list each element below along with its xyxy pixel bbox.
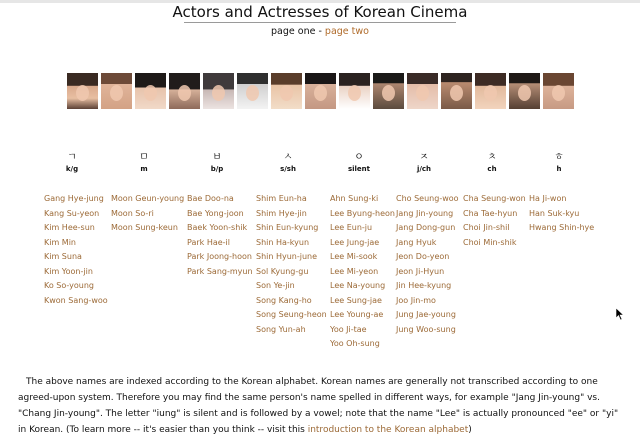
actor-link[interactable]: Joo Jin-mo	[396, 295, 436, 305]
list-item	[111, 192, 185, 207]
actor-link[interactable]: Jung Jae-young	[396, 310, 456, 319]
actor-link[interactable]: Shim Eun-ha	[256, 194, 307, 203]
actor-link[interactable]: Lee Mi-yeon	[330, 266, 379, 276]
column-jamo: ㅊ	[487, 152, 497, 163]
column-sound: ch	[487, 165, 497, 173]
actor-link[interactable]: Lee Jung-jae	[330, 237, 380, 247]
actor-link[interactable]: Bae Yong-joon	[187, 208, 244, 218]
actor-photo[interactable]	[407, 73, 438, 109]
actor-link[interactable]: Moon Geun-young	[111, 194, 185, 203]
actor-link[interactable]: Baek Yoon-shik	[187, 223, 248, 232]
list-item	[330, 294, 392, 309]
list-item	[330, 337, 392, 352]
list-item	[256, 308, 327, 323]
list-item	[529, 207, 593, 222]
list-item	[256, 192, 324, 207]
list-item	[463, 236, 523, 251]
actor-photo[interactable]	[509, 73, 540, 109]
actor-link[interactable]: Lee Sung-jae	[330, 295, 382, 305]
actor-link[interactable]: Han Suk-kyu	[529, 208, 580, 218]
list-item	[330, 236, 392, 251]
column-sound: silent	[347, 165, 371, 173]
list-item	[187, 192, 249, 207]
actor-link[interactable]: Lee Na-young	[330, 281, 386, 290]
actor-link[interactable]: Choi Jin-shil	[463, 223, 510, 232]
list-item	[396, 279, 458, 294]
list-item	[396, 265, 458, 280]
list-item	[256, 250, 324, 265]
list-item	[396, 308, 458, 323]
actor-link[interactable]: Jang Hyuk	[396, 237, 437, 247]
column-jamo: ㅇ	[354, 152, 364, 163]
list-item	[256, 236, 324, 251]
list-item	[256, 265, 324, 280]
actor-photo[interactable]	[101, 73, 132, 109]
list-item	[396, 323, 458, 338]
actor-link[interactable]: Jeon Ji-Hyun	[396, 266, 445, 276]
list-item	[44, 279, 108, 294]
list-item	[44, 207, 108, 222]
alphabet-note	[18, 374, 628, 438]
column-ch	[463, 152, 526, 250]
list-item	[256, 207, 324, 222]
title-divider	[184, 22, 456, 23]
list-item	[330, 308, 392, 323]
column-sound: h	[556, 165, 562, 173]
actor-photo[interactable]	[339, 73, 370, 109]
column-sound: b/p	[210, 165, 224, 173]
column-silent	[330, 152, 395, 352]
list-item	[111, 207, 177, 222]
list-item	[44, 236, 108, 251]
actor-link[interactable]: Shin Hyun-june	[256, 252, 318, 261]
list-item	[463, 221, 523, 236]
column-jamo: ㄱ	[67, 152, 77, 163]
actor-link[interactable]: Park Sang-myun	[187, 266, 253, 276]
list-item	[44, 192, 108, 207]
list-item	[44, 265, 108, 280]
actor-link[interactable]: Cha Tae-hyun	[463, 208, 518, 218]
actor-link[interactable]: Ha Ji-won	[529, 194, 567, 203]
actor-link[interactable]: Sol Kyung-gu	[256, 266, 309, 276]
list-item	[396, 250, 458, 265]
actor-photo[interactable]	[543, 73, 574, 109]
column-j-ch	[396, 152, 458, 337]
list-item	[44, 294, 108, 309]
actor-link[interactable]: Jang Dong-gun	[396, 223, 456, 232]
actor-link[interactable]: Cho Seung-woo	[396, 194, 459, 203]
actor-link[interactable]: Moon Sung-keun	[111, 223, 178, 232]
list-item	[44, 221, 108, 236]
actor-photo[interactable]	[475, 73, 506, 109]
actor-photo[interactable]	[67, 73, 98, 109]
list-item	[187, 236, 249, 251]
actor-link[interactable]: Ahn Sung-ki	[330, 194, 379, 203]
column-jamo: ㅁ	[139, 152, 149, 163]
actor-photo[interactable]	[305, 73, 336, 109]
note-text-end: )	[468, 425, 472, 435]
list-item	[396, 221, 458, 236]
list-item	[330, 192, 392, 207]
page-two-link[interactable]: page two	[324, 26, 369, 37]
actor-photo[interactable]	[237, 73, 268, 109]
actor-photo[interactable]	[441, 73, 472, 109]
actor-link[interactable]: Son Ye-jin	[256, 281, 295, 290]
list-item	[44, 250, 108, 265]
list-item	[187, 265, 253, 280]
column-jamo: ㅂ	[212, 152, 222, 163]
actor-link[interactable]: Yoo Oh-sung	[330, 339, 380, 348]
actor-link[interactable]: Kim Suna	[44, 252, 82, 261]
list-item	[396, 192, 458, 207]
actor-photo[interactable]	[135, 73, 166, 109]
name-list	[529, 192, 593, 236]
actor-link[interactable]: Lee Mi-sook	[330, 252, 378, 261]
actor-link[interactable]: Moon So-ri	[111, 208, 154, 218]
column-jamo: ㅅ	[283, 152, 293, 163]
actor-link[interactable]: Song Yun-ah	[256, 324, 306, 334]
actor-link[interactable]: Kang Su-yeon	[44, 208, 100, 218]
actor-link[interactable]: Jang Jin-young	[396, 208, 454, 218]
list-item	[256, 294, 324, 309]
actor-link[interactable]: Lee Young-ae	[330, 310, 384, 319]
pager	[0, 26, 640, 37]
actor-link[interactable]: Shim Hye-jin	[256, 208, 307, 218]
pager-current: page one	[271, 26, 316, 37]
list-item	[529, 221, 593, 236]
list-item	[396, 207, 458, 222]
list-item	[187, 207, 249, 222]
column-sound: k/g	[65, 165, 79, 173]
list-item	[463, 207, 523, 222]
note-text: The above names are indexed according to the Korean alphabet. Korean names are generally not transcribed according to one agreed-upon system. Therefore you may find the same person's name spelled in different ways, for example "Jang Jin-young" vs. "Chang Jin-young". The letter "iung" is silent and is followed by a vowel; note that the name "Lee" is actually pronounced "ee" or "yi" in Korean. (To learn more -- it's easier than you think -- visit this	[18, 377, 619, 435]
list-item	[396, 236, 458, 251]
column-m	[111, 152, 185, 236]
list-item	[330, 250, 392, 265]
actor-link[interactable]: Jin Hee-kyung	[396, 281, 452, 290]
actor-link[interactable]: Lee Byung-heon	[330, 208, 395, 218]
name-list	[111, 192, 185, 236]
name-list	[396, 192, 458, 337]
list-item	[463, 192, 526, 207]
name-list	[187, 192, 253, 279]
list-item	[256, 279, 324, 294]
column-sound: m	[140, 165, 148, 173]
actor-link[interactable]: Song Seung-heon	[256, 310, 327, 319]
mouse-cursor-icon	[616, 308, 624, 320]
list-item	[330, 221, 392, 236]
list-item	[330, 207, 395, 222]
actor-link[interactable]: Shin Ha-kyun	[256, 237, 310, 247]
actor-photo-strip	[67, 73, 574, 109]
column-jamo: ㅎ	[554, 152, 564, 163]
list-item	[187, 221, 249, 236]
actor-link[interactable]: Lee Eun-ju	[330, 223, 373, 232]
actor-photo[interactable]	[271, 73, 302, 109]
list-item	[256, 323, 324, 338]
column-sound: j/ch	[416, 165, 432, 173]
name-list	[330, 192, 395, 352]
actor-link[interactable]: Jung Woo-sung	[396, 324, 456, 334]
actor-link[interactable]: Choi Min-shik	[463, 237, 517, 247]
actor-link[interactable]: Kim Min	[44, 237, 76, 247]
actor-link[interactable]: Kim Hee-sun	[44, 223, 95, 232]
actor-link[interactable]: Park Hae-il	[187, 237, 231, 247]
list-item	[330, 265, 392, 280]
actor-link[interactable]: Cha Seung-won	[463, 194, 526, 203]
actor-link[interactable]: Hwang Shin-hye	[529, 223, 595, 232]
page-title: Actors and Actresses of Korean Cinema	[172, 3, 468, 21]
list-item	[529, 192, 593, 207]
list-item	[396, 294, 458, 309]
actor-link[interactable]: Ko So-young	[44, 281, 94, 290]
list-item	[111, 221, 177, 236]
name-list	[44, 192, 108, 308]
column-b-p	[187, 152, 253, 279]
korean-alphabet-link[interactable]: introduction to the Korean alphabet	[307, 425, 469, 435]
list-item	[256, 221, 324, 236]
actor-photo[interactable]	[373, 73, 404, 109]
actor-link[interactable]: Song Kang-ho	[256, 295, 312, 305]
column-h	[529, 152, 593, 236]
pager-separator: -	[315, 26, 325, 37]
actor-link[interactable]: Jeon Do-yeon	[396, 252, 450, 261]
column-jamo: ㅈ	[419, 152, 429, 163]
column-sound: s/sh	[280, 165, 296, 173]
note-paragraph	[18, 374, 628, 438]
actor-link[interactable]: Kwon Sang-woo	[44, 295, 108, 305]
actor-link[interactable]: Shin Eun-kyung	[256, 223, 319, 232]
actor-link[interactable]: Park Joong-hoon	[187, 252, 252, 261]
name-list	[256, 192, 327, 337]
actor-link[interactable]: Gang Hye-jung	[44, 194, 104, 203]
actor-link[interactable]: Bae Doo-na	[187, 194, 234, 203]
column-k-g	[44, 152, 108, 308]
actor-photo[interactable]	[203, 73, 234, 109]
list-item	[330, 279, 392, 294]
name-list	[463, 192, 526, 250]
column-s-sh	[256, 152, 327, 337]
actor-photo[interactable]	[169, 73, 200, 109]
actor-link[interactable]: Yoo Ji-tae	[330, 324, 367, 334]
actor-link[interactable]: Kim Yoon-jin	[44, 266, 93, 276]
list-item	[187, 250, 252, 265]
list-item	[330, 323, 392, 338]
